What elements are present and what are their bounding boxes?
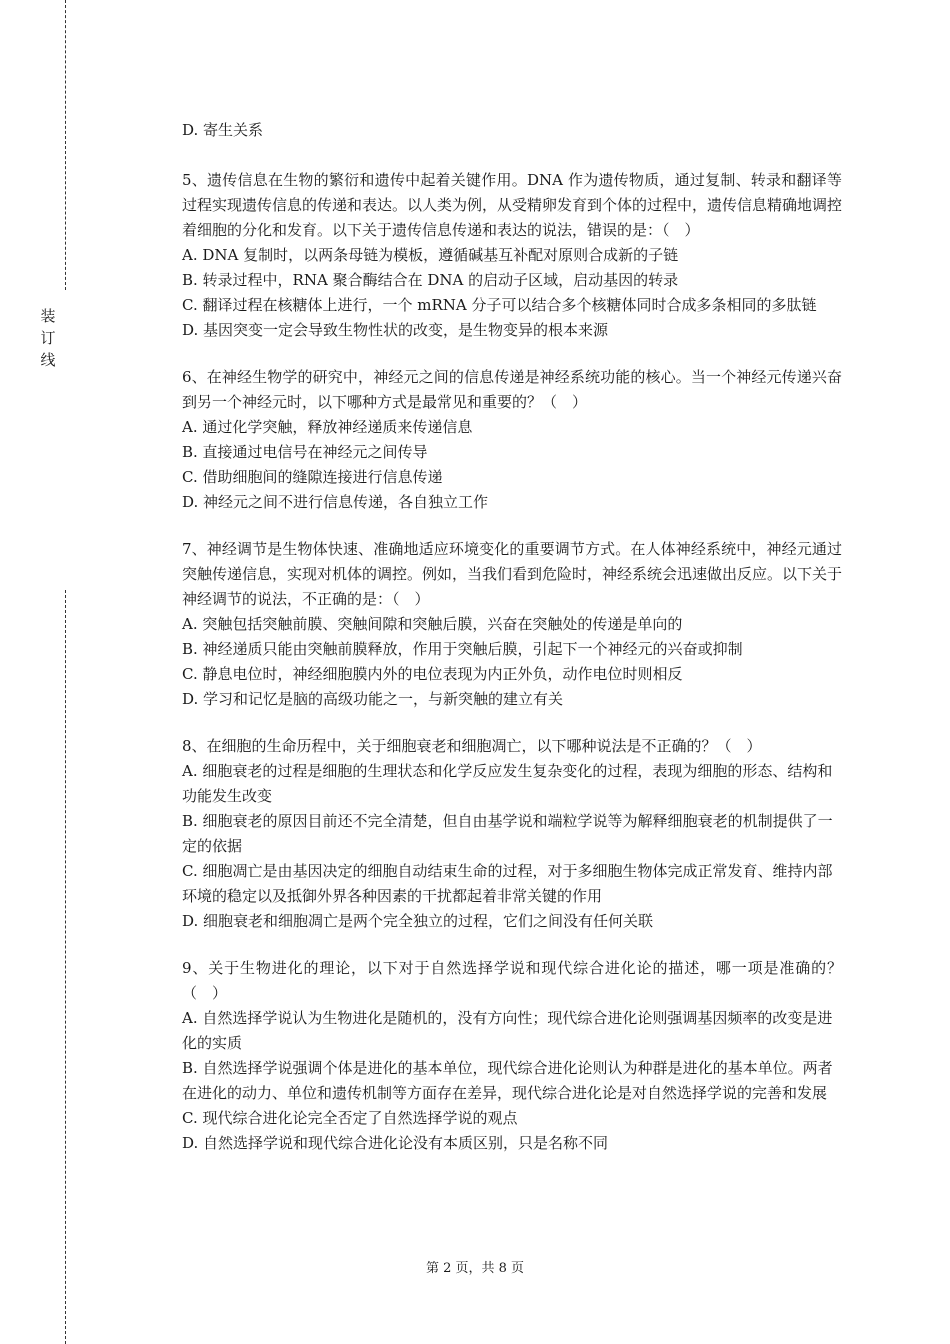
question-text: 6、在神经生物学的研究中，神经元之间的信息传递是神经系统功能的核心。当一个神经元传递兴奋到另一个神经元时，以下哪种方式是最常见和重要的？（ ） <box>182 368 842 411</box>
option-a: A. 通过化学突触，释放神经递质来传递信息 <box>182 418 473 436</box>
option-a: A. 细胞衰老的过程是细胞的生理状态和化学反应发生复杂变化的过程，表现为细胞的形态、结构和功能发生改变 <box>182 762 833 805</box>
option-a: A. 自然选择学说认为生物进化是随机的，没有方向性；现代综合进化论则强调基因频率的改变是进化的实质 <box>182 1009 833 1052</box>
question-text: 5、遗传信息在生物的繁衍和遗传中起着关键作用。DNA 作为遗传物质，通过复制、转录和翻译等过程实现遗传信息的传递和表达。以人类为例，从受精卵发育到个体的过程中，遗传信息精确地调控着细胞的分化和发育。以下关于遗传信息传递和表达的说法，错误的是：（ ） <box>182 171 843 239</box>
option-d: D. 神经元之间不进行信息传递，各自独立工作 <box>182 493 489 511</box>
option-c: C. 静息电位时，神经细胞膜内外的电位表现为内正外负，动作电位时则相反 <box>182 665 683 683</box>
carryover-option: D. 寄生关系 <box>182 121 264 139</box>
option-c: C. 细胞凋亡是由基因决定的细胞自动结束生命的过程，对于多细胞生物体完成正常发育、维持内部环境的稳定以及抵御外界各种因素的干扰都起着非常关键的作用 <box>182 862 833 905</box>
page-footer: 第 2 页，共 8 页 <box>425 1261 525 1276</box>
option-c: C. 借助细胞间的缝隙连接进行信息传递 <box>182 468 443 486</box>
question-9 <box>182 956 842 1156</box>
option-a: A. DNA 复制时，以两条母链为模板，遵循碱基互补配对原则合成新的子链 <box>182 246 679 264</box>
binding-line-top <box>65 0 66 290</box>
question-text: 8、在细胞的生命历程中，关于细胞衰老和细胞凋亡，以下哪种说法是不正确的？（ ） <box>182 737 762 755</box>
binding-line-bottom <box>65 590 66 1344</box>
option-d: D. 细胞衰老和细胞凋亡是两个完全独立的过程，它们之间没有任何关联 <box>182 912 654 930</box>
binding-label: 装订线 <box>40 307 56 369</box>
option-b: B. 直接通过电信号在神经元之间传导 <box>182 443 428 461</box>
option-d: D. 基因突变一定会导致生物性状的改变，是生物变异的根本来源 <box>182 321 609 339</box>
option-a: A. 突触包括突触前膜、突触间隙和突触后膜，兴奋在突触处的传递是单向的 <box>182 615 683 633</box>
option-b: B. 神经递质只能由突触前膜释放，作用于突触后膜，引起下一个神经元的兴奋或抑制 <box>182 640 743 658</box>
option-d: D. 学习和记忆是脑的高级功能之一，与新突触的建立有关 <box>182 690 564 708</box>
question-6 <box>182 365 842 515</box>
option-b: B. 自然选择学说强调个体是进化的基本单位，现代综合进化论则认为种群是进化的基本单位。两者在进化的动力、单位和遗传机制等方面存在差异，现代综合进化论是对自然选择学说的完善和发展 <box>182 1059 833 1102</box>
page-content <box>182 118 842 1156</box>
question-text: 9、关于生物进化的理论，以下对于自然选择学说和现代综合进化论的描述，哪一项是准确的？（ ） <box>182 959 842 1002</box>
option-c: C. 翻译过程在核糖体上进行，一个 mRNA 分子可以结合多个核糖体同时合成多条相同的多肽链 <box>182 296 817 314</box>
question-5 <box>182 168 842 343</box>
option-b: B. 转录过程中，RNA 聚合酶结合在 DNA 的启动子区域，启动基因的转录 <box>182 271 679 289</box>
option-c: C. 现代综合进化论完全否定了自然选择学说的观点 <box>182 1109 518 1127</box>
question-7 <box>182 537 842 712</box>
question-8 <box>182 734 842 934</box>
option-d: D. 自然选择学说和现代综合进化论没有本质区别，只是名称不同 <box>182 1134 609 1152</box>
option-b: B. 细胞衰老的原因目前还不完全清楚，但自由基学说和端粒学说等为解释细胞衰老的机制提供了一定的依据 <box>182 812 833 855</box>
question-text: 7、神经调节是生物体快速、准确地适应环境变化的重要调节方式。在人体神经系统中，神经元通过突触传递信息，实现对机体的调控。例如，当我们看到危险时，神经系统会迅速做出反应。以下关于神经调节的说法，不正确的是：（ ） <box>182 540 843 608</box>
